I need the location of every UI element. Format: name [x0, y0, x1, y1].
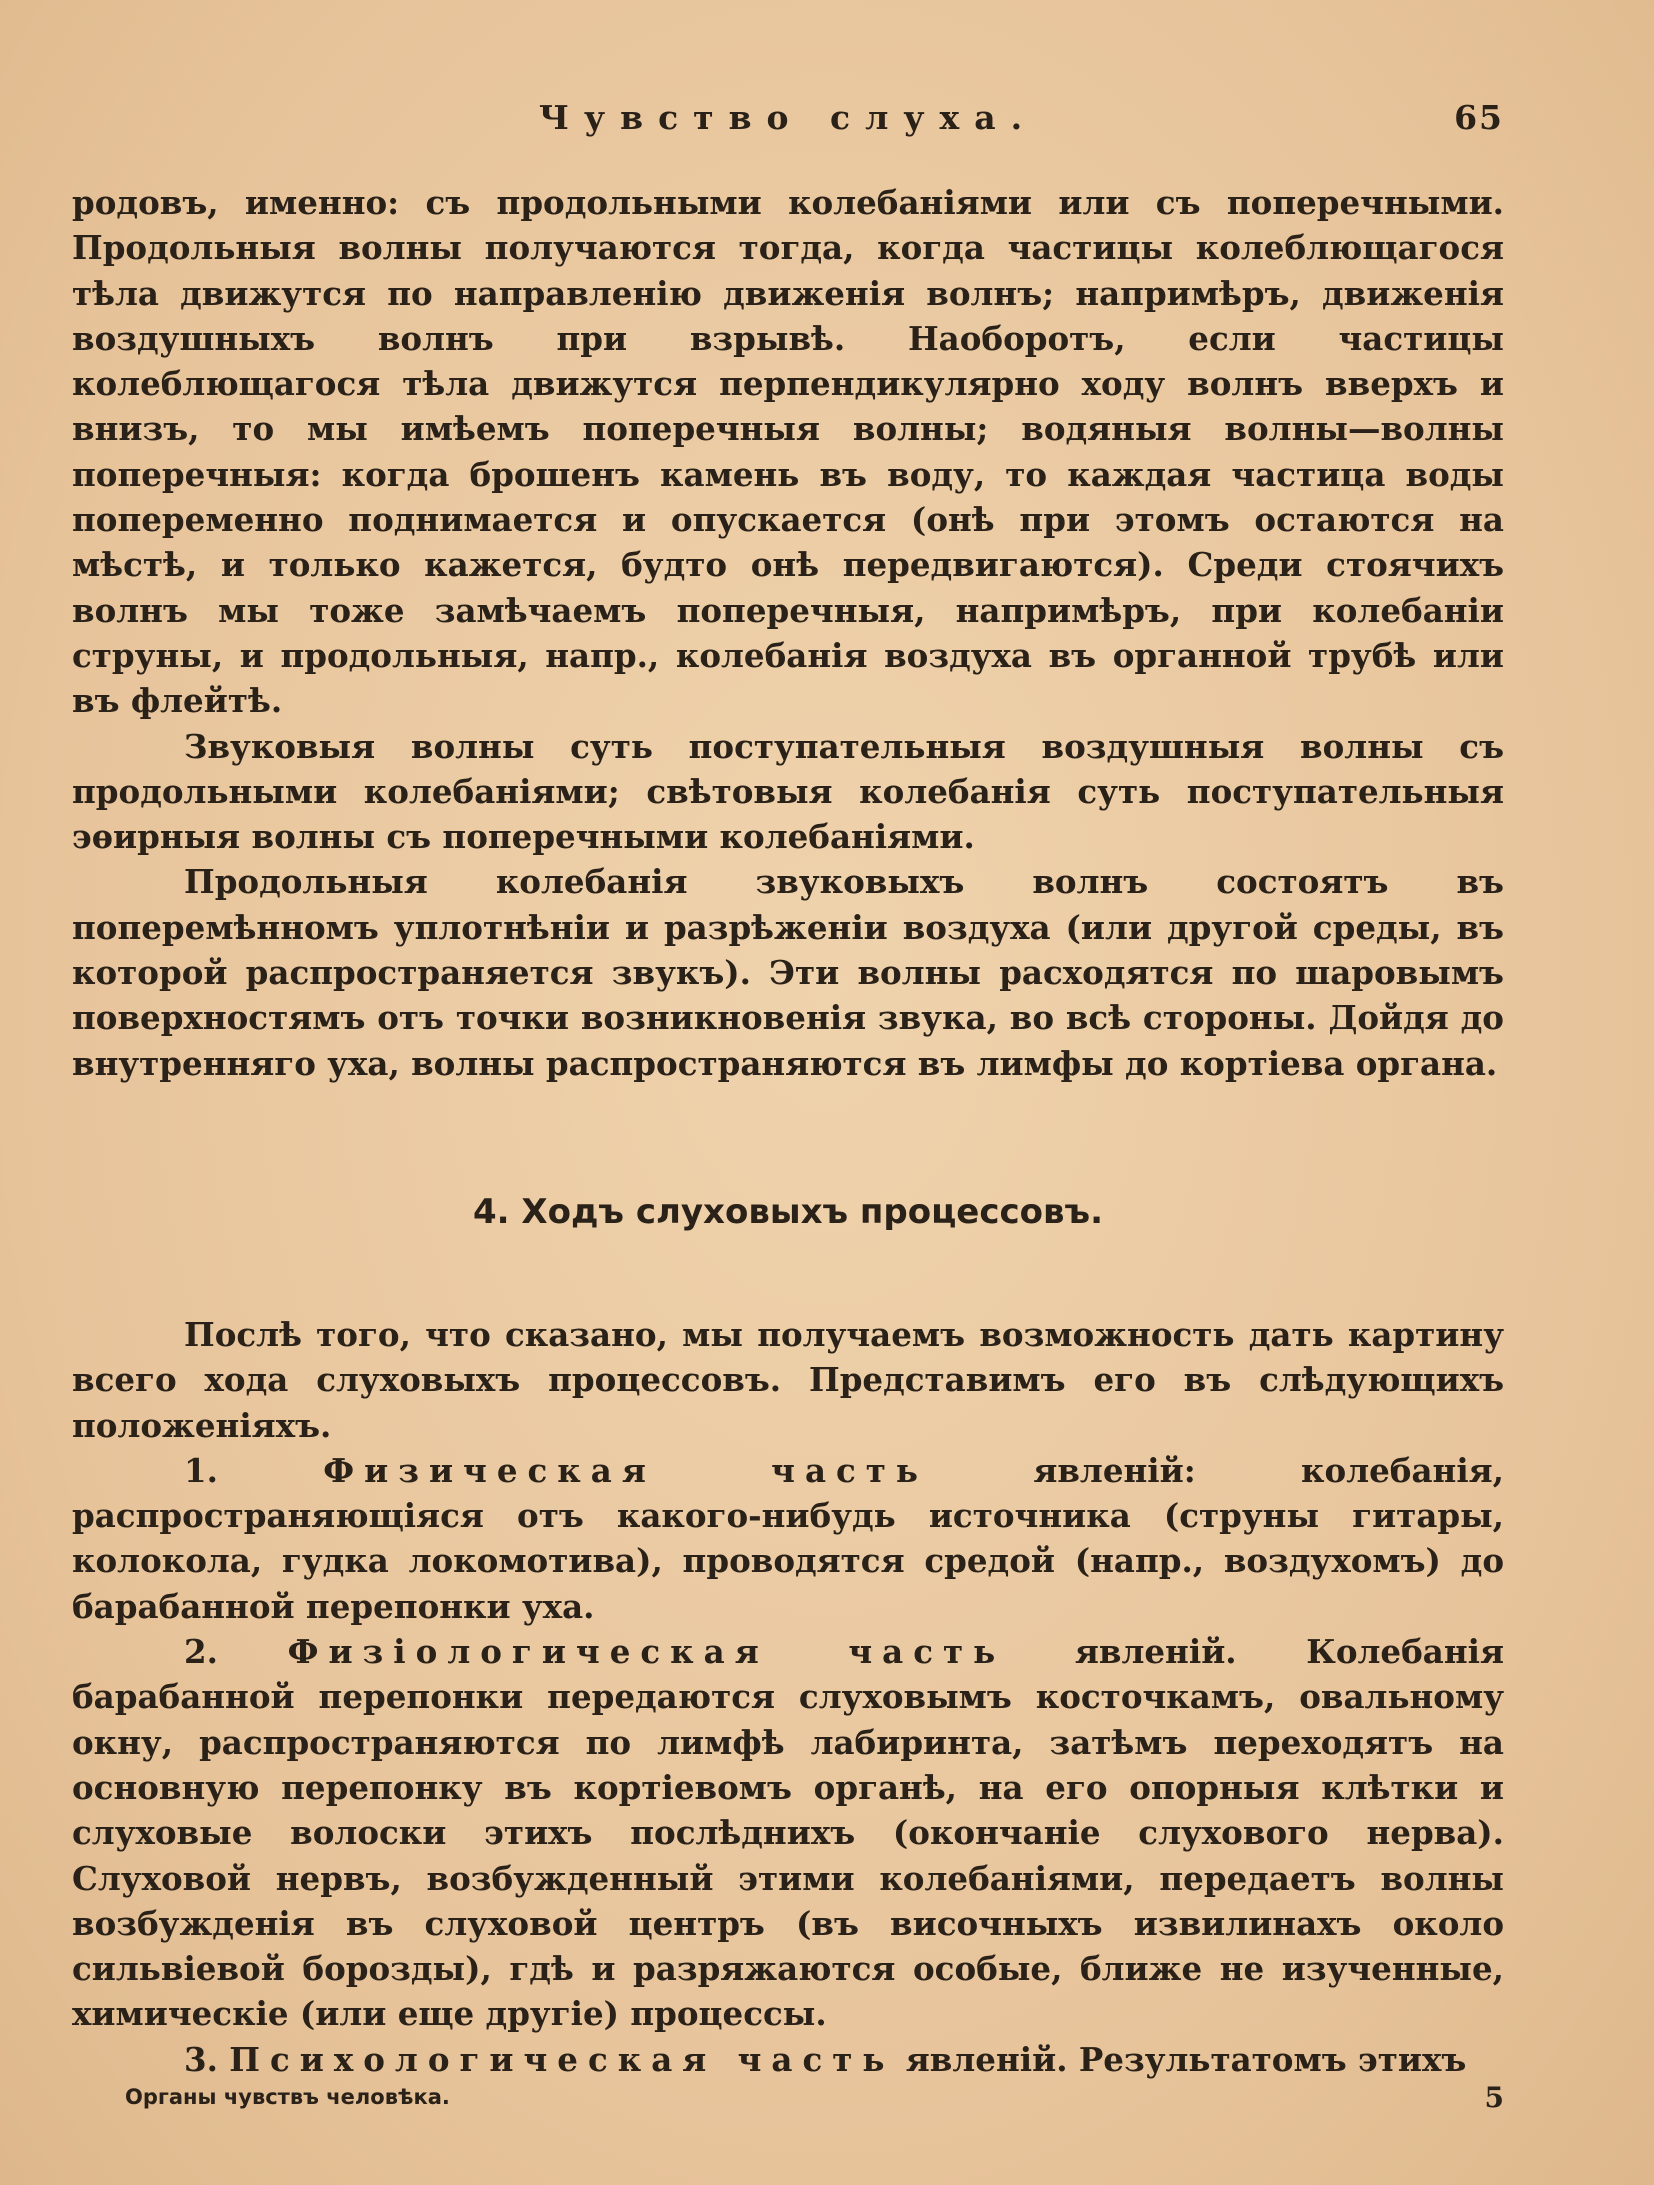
- body-text-top: [72, 180, 1504, 1086]
- list-item: [72, 1629, 1504, 2037]
- footer-book-title: Органы чувствъ человѣка.: [125, 2085, 450, 2109]
- item-number: 1.: [184, 1450, 218, 1490]
- item-number: 2.: [184, 1632, 218, 1672]
- item-text: явленій. Колебанія барабанной перепонки передаются слуховымъ косточкамъ, овальному окну, распространяются по лимфѣ лабиринта, затѣмъ переходятъ на основную перепонку въ кортіевомъ органѣ, на его опорныя клѣтки и слуховые волоски этихъ послѣднихъ (окончаніе слухового нерва). Слуховой нервъ, возбужденный этими колебаніями, передаетъ волны возбужденія въ слуховой центръ (въ височныхъ извилинахъ около сильвіевой борозды), гдѣ и разряжаются особые, ближе не изученные, химическіе (или еще другіе) процессы.: [72, 1632, 1504, 2034]
- item-term: Психологическая часть: [229, 2039, 895, 2079]
- page-number: 65: [1454, 98, 1504, 137]
- running-title: Чувство слуха.: [538, 98, 1038, 137]
- paragraph: Звуковыя волны суть поступательныя воздушныя волны съ продольными колебаніями; свѣтовыя колебанія суть поступательныя эѳирныя волны съ поперечными колебаніями.: [72, 726, 1504, 857]
- list-item: [72, 2037, 1504, 2082]
- list-item: [72, 1448, 1504, 1629]
- page-footer: [125, 2081, 1504, 2114]
- signature-mark: 5: [1484, 2081, 1504, 2114]
- body-text-bottom: [72, 1312, 1504, 2082]
- intro-paragraph: Послѣ того, что сказано, мы получаемъ возможность дать картину всего хода слуховыхъ процессовъ. Представимъ его въ слѣдующихъ положеніяхъ.: [72, 1315, 1504, 1445]
- paragraph: родовъ, именно: съ продольными колебаніями или съ поперечными. Продольныя волны получаются тогда, когда частицы колеблющагося тѣла движутся по направленію движенія волнъ; напримѣръ, движенія воздушныхъ волнъ при взрывѣ. Наоборотъ, если частицы колеблющагося тѣла движутся перпендикулярно ходу волнъ вверхъ и внизъ, то мы имѣемъ поперечныя волны; водяныя волны—волны поперечныя: когда брошенъ камень въ воду, то каждая частица воды попеременно поднимается и опускается (онѣ при этомъ остаются на мѣстѣ, и только кажется, будто онѣ передвигаются). Среди стоячихъ волнъ мы тоже замѣчаемъ поперечныя, напримѣръ, при колебаніи струны, и продольныя, напр., колебанія воздуха въ органной трубѣ или въ флейтѣ.: [72, 183, 1504, 721]
- item-term: Физическая часть: [323, 1450, 928, 1490]
- item-number: 3.: [184, 2039, 218, 2079]
- item-text: явленій: колебанія, распространяющіяся отъ какого-нибудь источника (струны гитары, колокола, гудка локомотива), проводятся средой (напр., воздухомъ) до барабанной перепонки уха.: [72, 1450, 1504, 1626]
- item-term: Физіологическая часть: [287, 1632, 1006, 1672]
- section-heading: 4. Ходъ слуховыхъ процессовъ.: [472, 1192, 1103, 1232]
- page-header: [72, 98, 1504, 138]
- paragraph: Продольныя колебанія звуковыхъ волнъ состоятъ въ поперемѣнномъ уплотнѣніи и разрѣженіи воздуха (или другой среды, въ которой распространяется звукъ). Эти волны расходятся по шаровымъ поверхностямъ отъ точки возникновенія звука, во всѣ стороны. Дойдя до внутренняго уха, волны распространяются въ лимфы до кортіева органа.: [72, 862, 1504, 1083]
- item-text: явленій. Результатомъ этихъ: [894, 2039, 1467, 2079]
